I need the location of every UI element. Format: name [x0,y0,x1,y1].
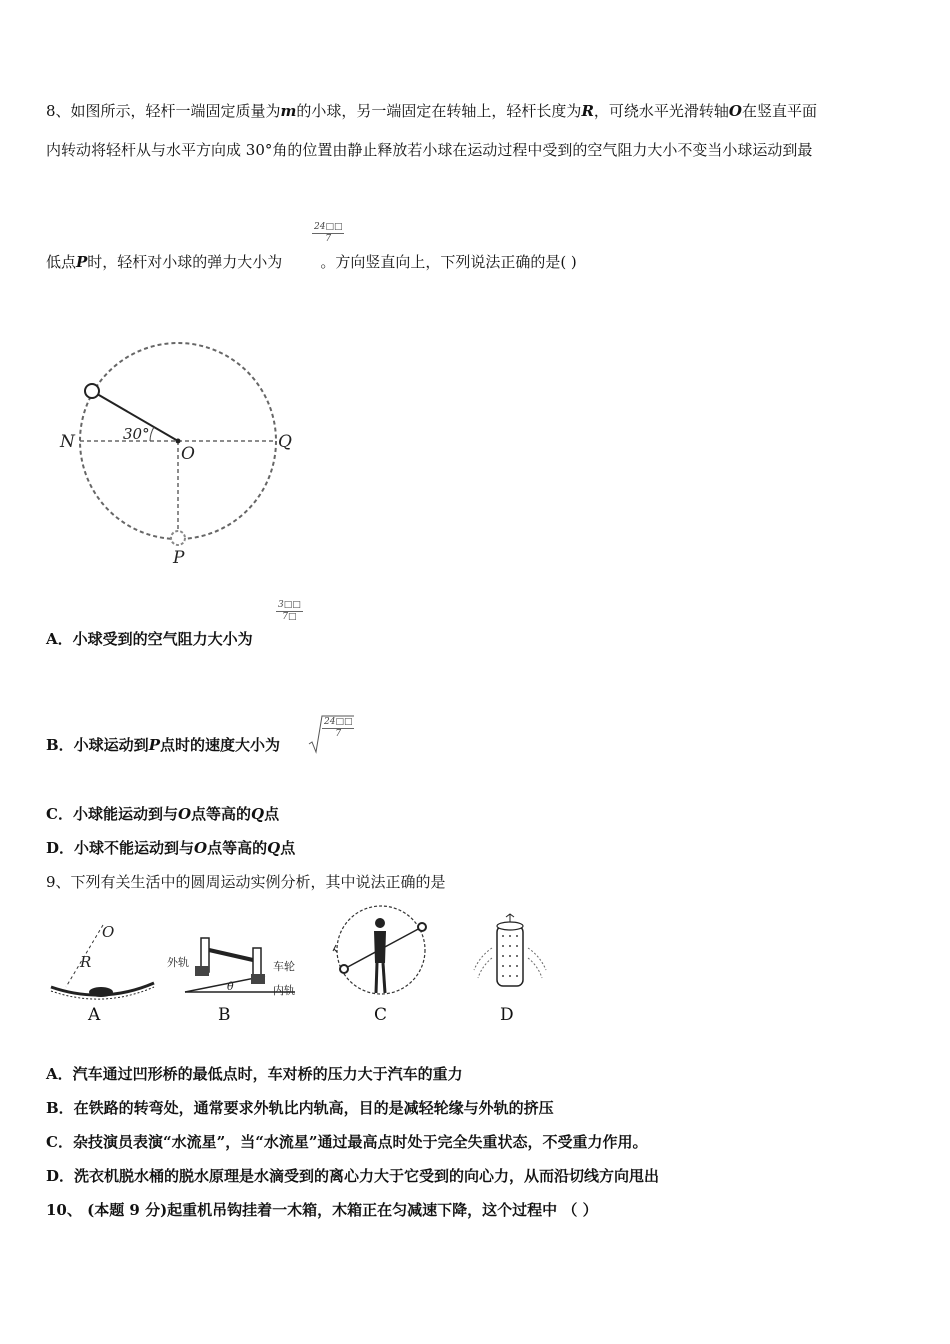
wheel-right [253,948,261,978]
label-N: N [60,432,75,452]
label-O: O [102,923,115,941]
label-P: P [173,548,185,568]
performer-head [375,918,385,928]
car [89,987,113,997]
pivot-point [176,439,181,444]
q9-figure-b [165,930,310,1002]
q9-stem: 9、下列有关生活中的圆周运动实例分析，其中说法正确的是 [46,873,446,891]
q9-figure-d [470,912,550,997]
label-outer-rail: 外轨 [167,956,189,969]
q8-optB-fraction: $\frac{24□□}{7}$ [324,717,353,739]
q8-option-a: A．小球受到的空气阻力大小为 [46,630,253,648]
q8-circle-figure [55,335,305,570]
cup-left [340,965,348,973]
q9-figure-c [330,905,435,1000]
inner-rail [251,974,265,984]
angle-arc [150,427,154,441]
ball [85,384,99,398]
q9-caption-a: A [88,1005,101,1025]
q8-option-b: B．小球运动到P点时的速度大小为 [46,736,280,754]
q9-caption-b: B [218,1005,231,1025]
q8-line2: 内转动将轻杆从与水平方向成 30°角的位置由静止释放若小球在运动过程中受到的空气阻力大小不变当小球运动到最 [46,141,813,159]
q9-figure-a [46,915,161,1010]
label-Q: Q [278,432,292,452]
outer-rail [195,966,209,976]
label-theta: θ [227,980,234,993]
q9-option-d: D．洗衣机脱水桶的脱水原理是水滴受到的离心力大于它受到的向心力，从而沿切线方向甩出 [46,1167,660,1185]
q8-option-c: C．小球能运动到与O点等高的Q点 [46,805,280,823]
label-R: R [80,953,92,971]
q9-option-c: C．杂技演员表演“水流星”，当“水流星”通过最高点时处于完全失重状态，不受重力作用。 [46,1133,648,1151]
q8-option-d: D．小球不能运动到与O点等高的Q点 [46,839,296,857]
q8-fraction: $\frac{24□□}{7}$ [314,222,343,244]
q9-option-a: A．汽车通过凹形桥的最低点时，车对桥的压力大于汽车的重力 [46,1065,463,1083]
q8-optA-fraction: $\frac{3□□}{7□}$ [278,600,301,622]
q10-stem: 10、 (本题 9 分)起重机吊钩挂着一木箱，木箱正在匀减速下降，这个过程中 （ ） [46,1201,598,1219]
label-O: O [181,444,195,464]
q9-caption-c: C [374,1005,388,1025]
q9-caption-d: D [500,1005,514,1025]
rotation-arrow-icon [506,914,514,922]
ball-at-bottom [171,531,185,545]
q8-line1: 8、如图所示，轻杆一端固定质量为m的小球，另一端固定在转轴上，轻杆长度为R，可绕水平光滑转轴O在竖直平面 [46,102,818,120]
label-wheel: 车轮 [273,960,295,973]
label-angle: 30° [123,425,150,443]
performer-body [374,931,386,963]
q8-line3: 低点P时，轻杆对小球的弹力大小为 。方向竖直向上，下列说法正确的是( ) [46,253,577,271]
label-inner-rail: 内轨 [273,984,295,997]
cup-right [418,923,426,931]
q9-option-b: B．在铁路的转弯处，通常要求外轨比内轨高，目的是减轻轮缘与外轨的挤压 [46,1099,554,1117]
axle [209,950,253,960]
